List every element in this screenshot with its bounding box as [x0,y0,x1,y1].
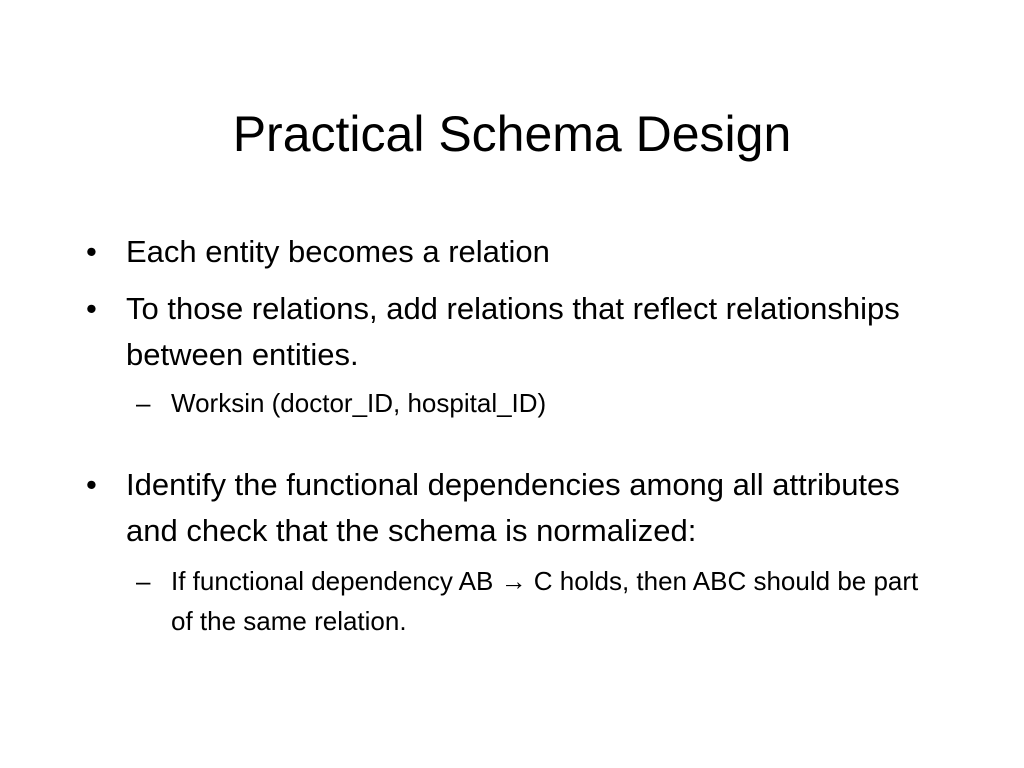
sub-bullet-text: If functional dependency AB → C holds, then ABC should be part of the same relation. [171,566,919,636]
sub-bullet-item [86,383,926,423]
sub-bullet-text: Worksin (doctor_ID, hospital_ID) [171,388,547,418]
bullet-text: Each entity becomes a relation [126,234,550,269]
slide-body [86,229,926,641]
sub-bullet-marker: – [136,566,151,596]
bullet-marker: • [86,234,97,269]
spacer [86,423,926,462]
bullet-text: To those relations, add relations that reflect relationships between entities. [126,291,900,372]
slide-title: Practical Schema Design [232,106,792,162]
bullet-marker: • [86,467,97,502]
sub-bullet-marker: – [136,388,151,418]
bullet-item [86,229,926,275]
bullet-marker: • [86,291,97,326]
bullet-item [86,286,926,378]
bullet-item [86,462,926,554]
bullet-text: Identify the functional dependencies among all attributes and check that the schema is normalized: [126,467,900,548]
sub-bullet-item [86,561,926,641]
